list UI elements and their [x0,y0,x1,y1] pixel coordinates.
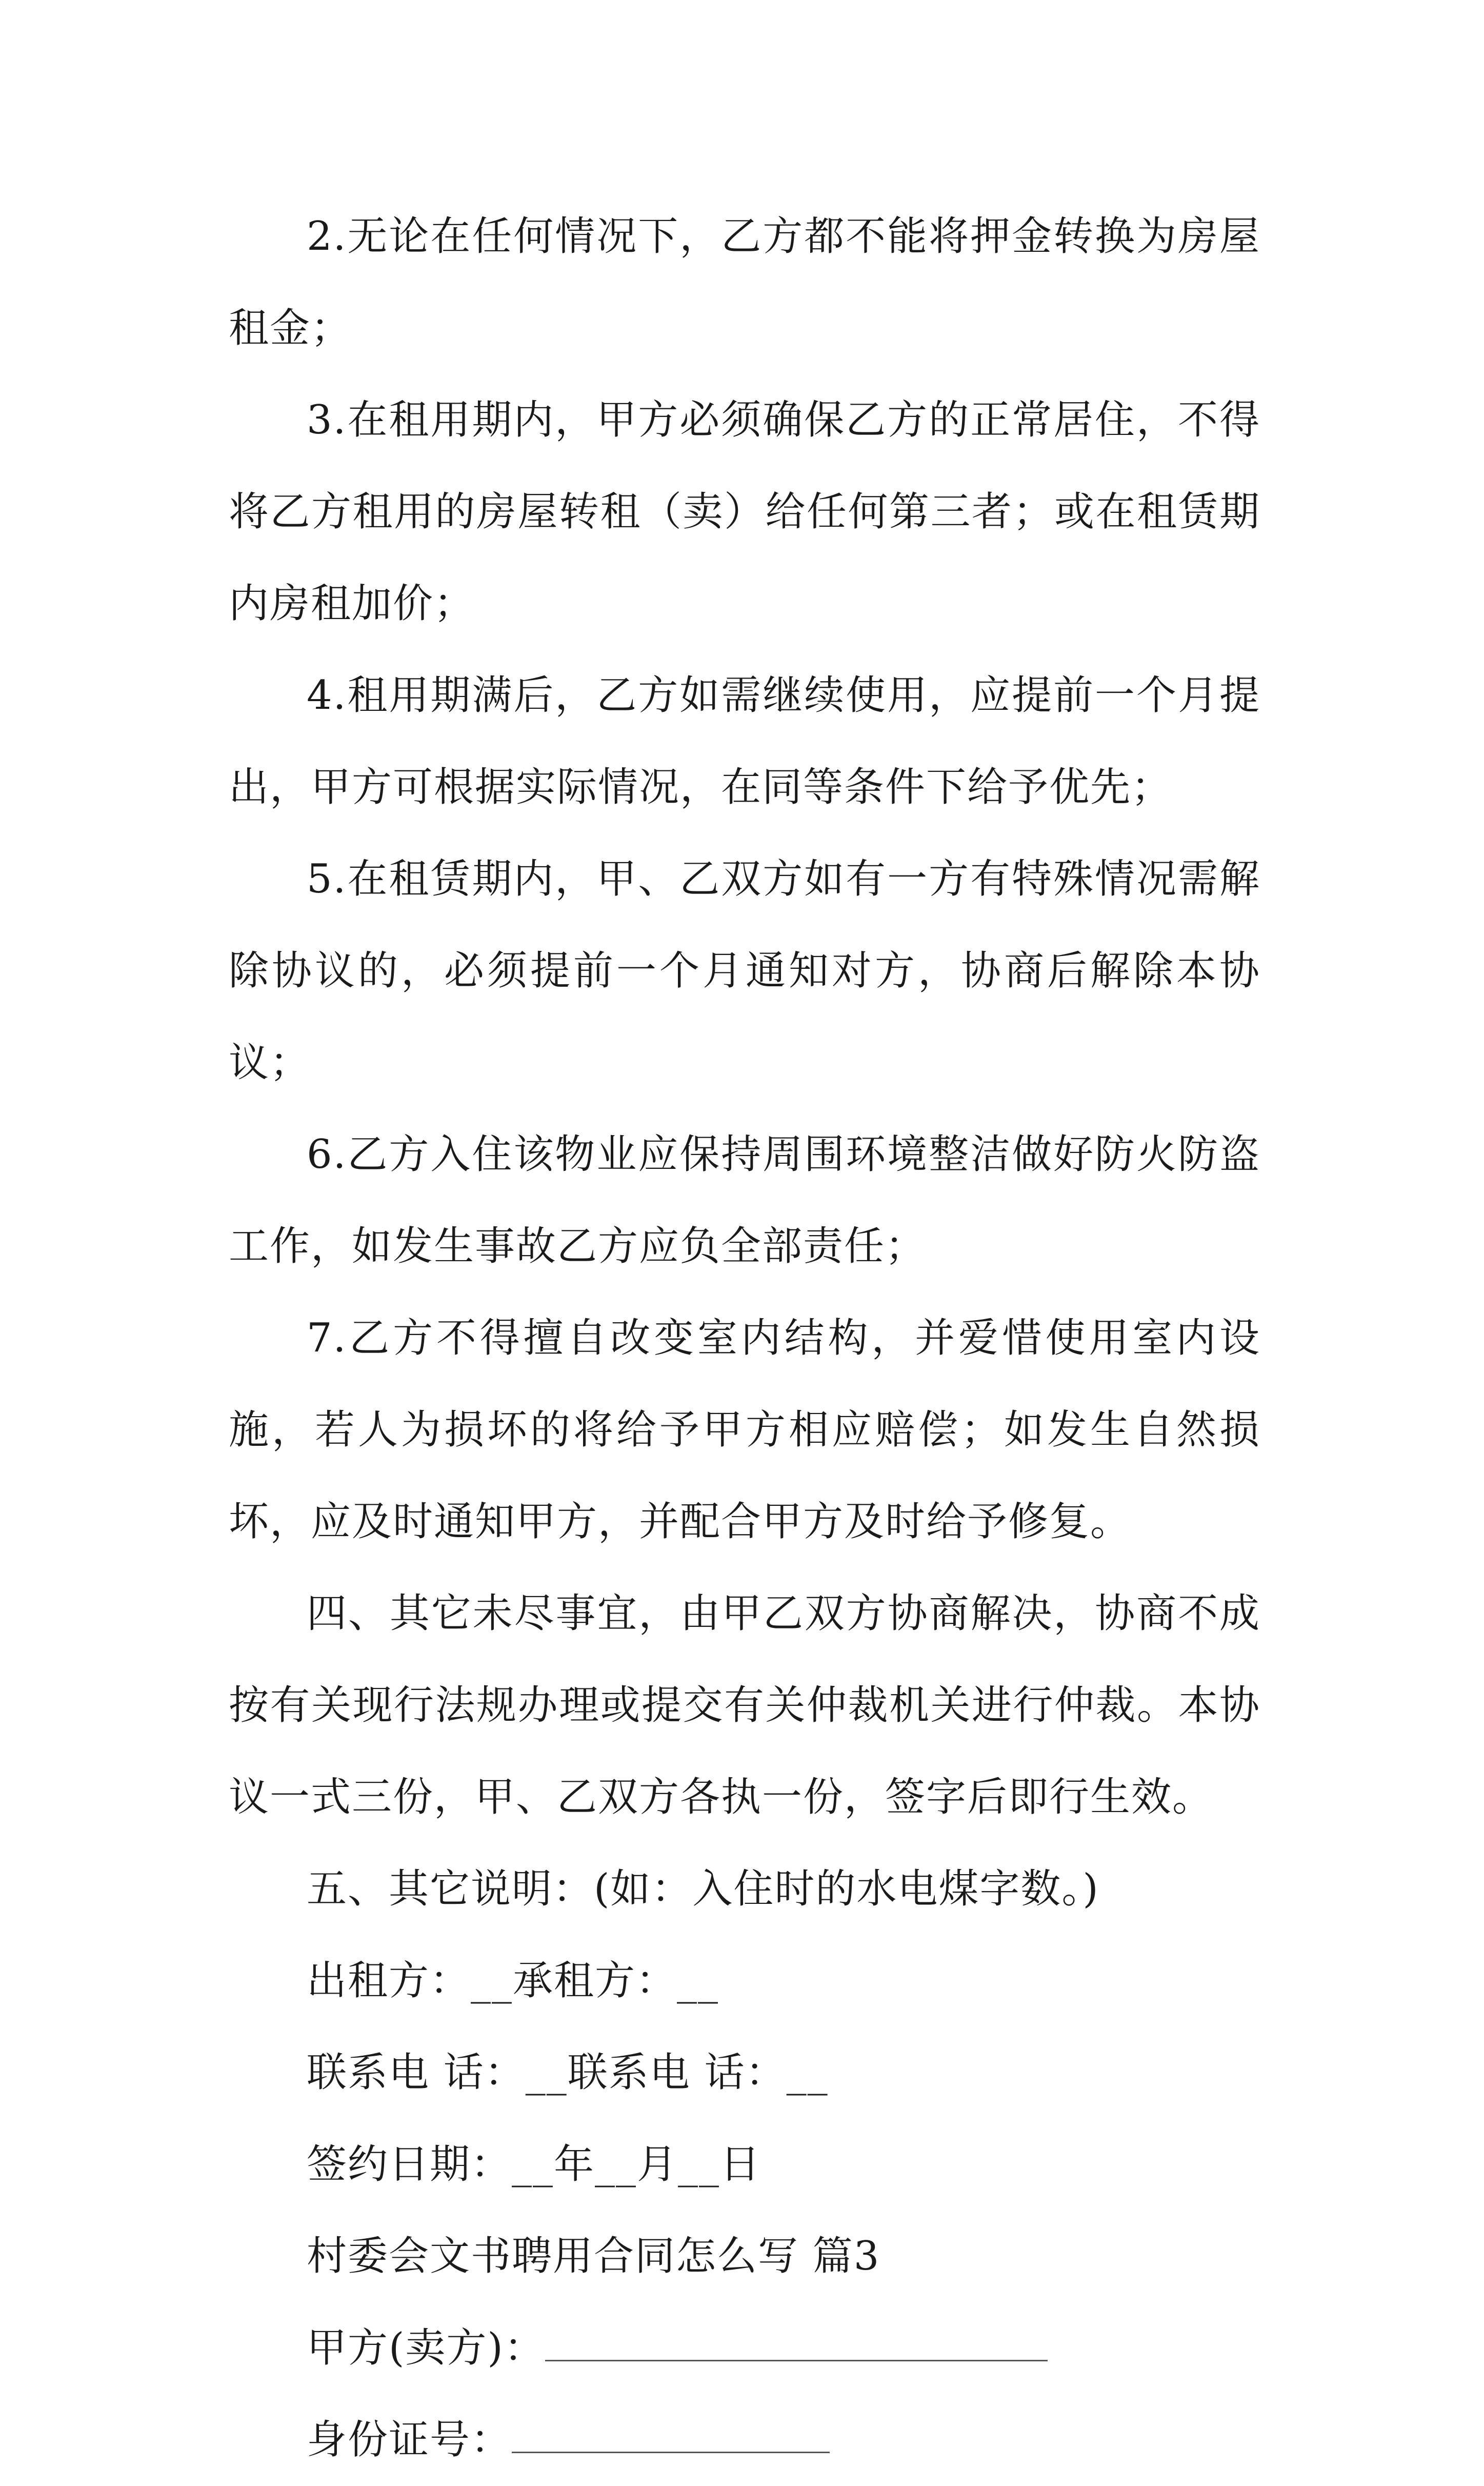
other-notes-line: 五、其它说明：(如：入住时的水电煤字数。) [307,1866,1099,1912]
id-number-label: 身份证号： [307,2417,512,2463]
clause-3: 3.在租用期内，甲方必须确保乙方的正常居住，不得将乙方租用的房屋转租（卖）给任何第三者；或在租赁期内房租加价； [229,397,1260,627]
phones-line: 联系电 话：__联系电 话：__ [307,2050,829,2096]
parties-line: 出租方：__承租方：__ [307,1958,719,2004]
party-a-blank [545,2329,1048,2361]
party-a-label: 甲方(卖方)： [307,2325,545,2371]
id-number-blank [512,2421,830,2453]
id-number-field [229,2394,1260,2486]
clause-6: 6.乙方入住该物业应保持周围环境整洁做好防火防盗工作，如发生事故乙方应负全部责任； [229,1131,1260,1269]
sign-date-line: 签约日期：__年__月__日 [307,2141,761,2187]
clause-2: 2.无论在任何情况下，乙方都不能将押金转换为房屋租金； [229,213,1260,351]
clause-7: 7.乙方不得擅自改变室内结构，并爱惜使用室内设施，若人为损坏的将给予甲方相应赔偿；如发生自然损坏，应及时通知甲方，并配合甲方及时给予修复。 [229,1315,1260,1545]
party-a-field [229,2302,1260,2394]
clause-5: 5.在租赁期内，甲、乙双方如有一方有特殊情况需解除协议的，必须提前一个月通知对方，协商后解除本协议； [229,856,1260,1086]
section-4-paragraph: 四、其它未尽事宜，由甲乙双方协商解决，协商不成按有关现行法规办理或提交有关仲裁机关进行仲裁。本协议一式三份，甲、乙双方各执一份，签字后即行生效。 [229,1590,1260,1820]
document-body [229,191,1260,2486]
contract-3-heading: 村委会文书聘用合同怎么写 篇3 [307,2233,880,2279]
clause-4: 4.租用期满后，乙方如需继续使用，应提前一个月提出，甲方可根据实际情况，在同等条件下给予优先； [229,672,1260,810]
